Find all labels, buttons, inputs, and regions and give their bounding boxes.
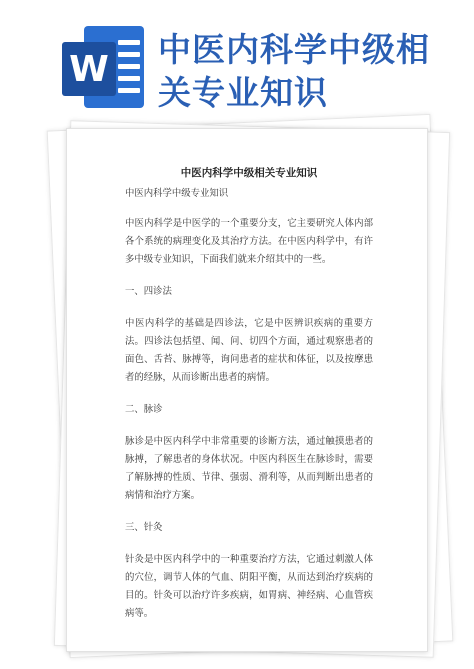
document-subtitle: 中医内科学中级专业知识 [125, 188, 229, 199]
word-logo-icon [58, 22, 150, 112]
doc-line [118, 76, 140, 81]
section-text-acupuncture: 针灸是中医内科学中的一种重要治疗方法，它通过刺激人体的穴位，调节人体的气血、阴阳平衡，从而达到治疗疾病的目的。针灸可以治疗许多疾病，如胃病、神经病、心血管疾病等。 [125, 554, 373, 619]
doc-line [118, 52, 140, 57]
banner-title: 中医内科学中级相关专业知识 [158, 30, 430, 112]
banner [0, 0, 474, 120]
doc-line [118, 64, 140, 69]
section-text-four-diagnostics: 中医内科学的基础是四诊法，它是中医辨识疾病的重要方法。四诊法包括望、闻、问、切四个方面，通过观察患者的面色、舌苔、脉搏等，询问患者的症状和体征，以及按摩患者的经脉，从而诊断出患者的病情。 [125, 318, 373, 383]
section-heading-pulse-diagnosis: 二、脉诊 [125, 404, 163, 415]
document-body [125, 165, 373, 637]
section-text-pulse-diagnosis: 脉诊是中医内科学中非常重要的诊断方法，通过触摸患者的脉搏，了解患者的身体状况。中医内科医生在脉诊时，需要了解脉搏的性质、节律、强弱、滑利等，从而判断出患者的病情和治疗方案。 [125, 436, 373, 501]
word-badge-icon: W [62, 42, 116, 96]
intro-paragraph: 中医内科学是中医学的一个重要分支，它主要研究人体内部各个系统的病理变化及其治疗方法。在中医内科学中，有许多中级专业知识，下面我们就来介绍其中的一些。 [125, 218, 373, 265]
doc-line [118, 88, 140, 93]
document-page [66, 128, 428, 652]
section-heading-four-diagnostics: 一、四诊法 [125, 286, 172, 297]
doc-line [118, 40, 140, 45]
document-title: 中医内科学中级相关专业知识 [180, 167, 318, 179]
section-heading-acupuncture: 三、针灸 [125, 522, 163, 533]
